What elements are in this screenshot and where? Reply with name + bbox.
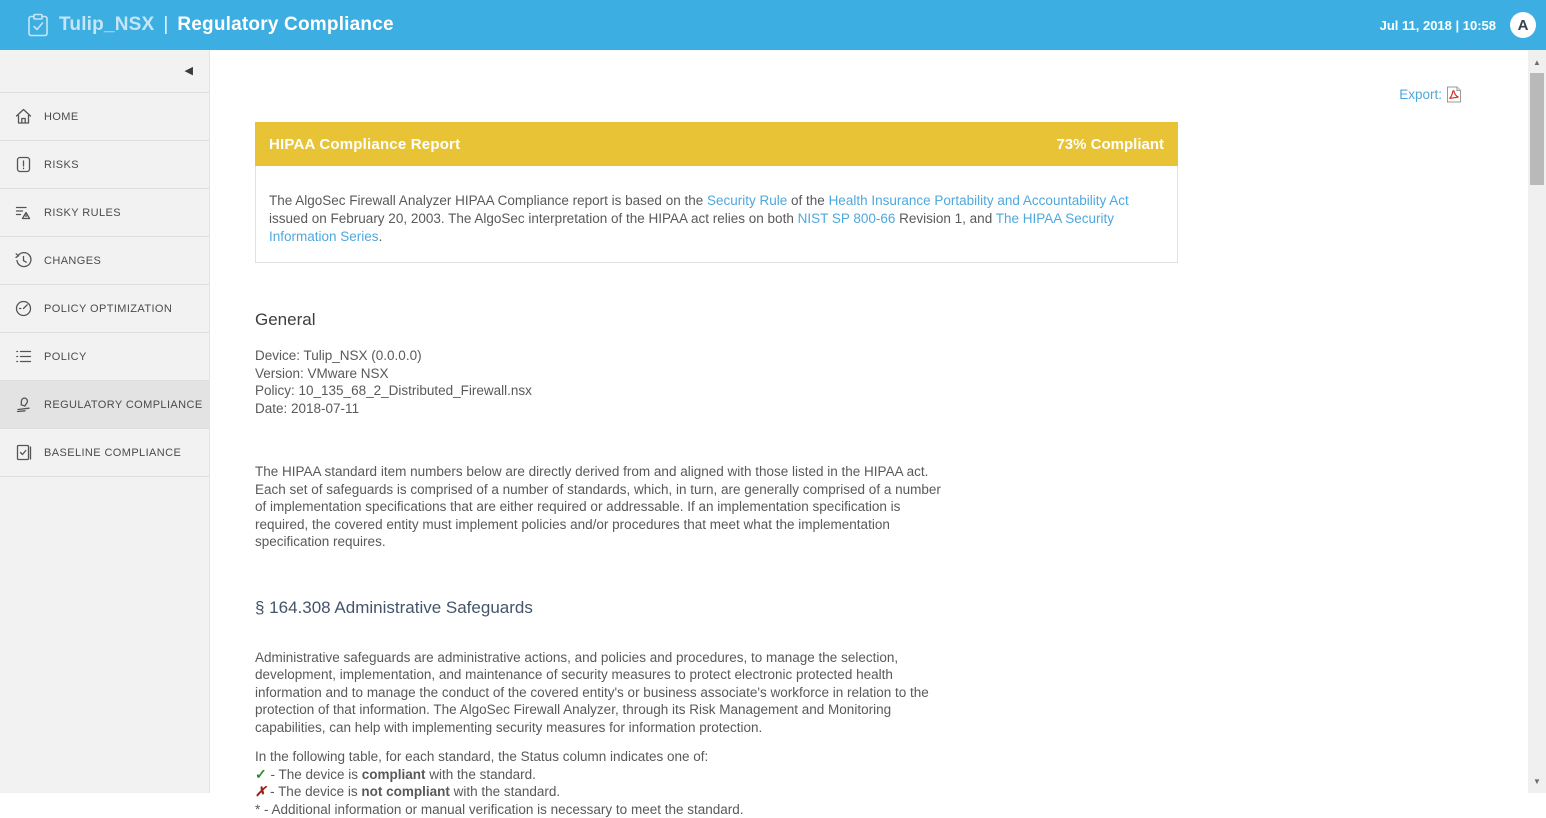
sidebar-item-label: CHANGES (44, 255, 101, 267)
datetime-label: Jul 11, 2018 | 10:58 (1380, 18, 1496, 33)
sidebar-collapse-button[interactable]: ◀ (185, 66, 193, 77)
device-info (255, 347, 947, 417)
legend-text: - Additional information or manual verification is necessary to meet the standard. (260, 802, 743, 817)
history-clock-icon (14, 251, 33, 270)
report-pane (211, 50, 1528, 793)
hipaa-note-line1: The HIPAA standard item numbers below are directly derived from and aligned with those listed in the HIPAA act. (255, 463, 947, 481)
sidebar-item-risks[interactable] (0, 141, 209, 189)
stamp-icon (14, 395, 33, 414)
hipaa-note-line2: Each set of safeguards is comprised of a number of standards, which, in turn, are generally comprised of a number of implementation specifications that are either required or addressable. If an implementation specification is required, the covered entity must implement policies and/or procedures that meet what the implementation specification requires. (255, 481, 947, 551)
sidebar-item-baseline-compliance[interactable] (0, 429, 209, 477)
scrollbar-thumb[interactable] (1530, 73, 1544, 185)
intro-text: The AlgoSec Firewall Analyzer HIPAA Compliance report is based on the (269, 193, 707, 208)
home-icon (14, 107, 33, 126)
report-header-bar (255, 122, 1178, 166)
list-warning-icon (14, 203, 33, 222)
hipaa-note (255, 463, 947, 551)
report-content (255, 122, 1178, 818)
top-bar (0, 0, 1546, 50)
sidebar-item-label: BASELINE COMPLIANCE (44, 447, 181, 459)
legend-bold-text: compliant (362, 767, 426, 782)
report-intro (255, 166, 1178, 263)
legend-manual-line (255, 801, 947, 818)
export-label: Export: (1399, 87, 1442, 102)
sidebar-item-label: POLICY (44, 351, 87, 363)
hipaa-act-link[interactable]: Health Insurance Portability and Accountability Act (829, 193, 1129, 208)
sidebar-item-changes[interactable] (0, 237, 209, 285)
section-body: Administrative safeguards are administrative actions, and policies and procedures, to manage the selection, development, implementation, and maintenance of security measures to protect electronic protected health information and to manage the conduct of the covered entity's or business associate's workforce in relation to the protection of that information. The AlgoSec Firewall Analyzer, through its Risk Management and Monitoring capabilities, can help with implementing security measures for information protection. (255, 649, 947, 737)
gauge-icon (14, 299, 33, 318)
sidebar-item-label: HOME (44, 111, 79, 123)
alert-shield-icon (14, 155, 33, 174)
legend-text: - The device is (267, 767, 362, 782)
version-line: Version: VMware NSX (255, 365, 947, 383)
export-link[interactable] (1399, 86, 1462, 103)
list-icon (14, 347, 33, 366)
sidebar-collapse-row (0, 50, 209, 93)
intro-text: of the (787, 193, 828, 208)
date-line: Date: 2018-07-11 (255, 400, 947, 418)
legend-noncompliant-line (255, 783, 947, 801)
sidebar-item-home[interactable] (0, 93, 209, 141)
section-heading: § 164.308 Administrative Safeguards (255, 598, 1178, 618)
algosec-logo-glyph: A (1518, 17, 1529, 34)
legend-text: with the standard. (450, 784, 560, 799)
sidebar (0, 50, 210, 793)
scroll-down-arrow[interactable]: ▼ (1528, 773, 1546, 789)
nist-link[interactable]: NIST SP 800-66 (798, 211, 896, 226)
topbar-title-group (0, 13, 1380, 37)
intro-text: . (379, 229, 383, 244)
policy-line: Policy: 10_135_68_2_Distributed_Firewall.nsx (255, 382, 947, 400)
topbar-right-group (1380, 12, 1546, 38)
sidebar-item-label: REGULATORY COMPLIANCE (44, 399, 203, 411)
vertical-scrollbar[interactable] (1528, 50, 1546, 793)
compliance-percentage: 73% Compliant (1056, 136, 1164, 153)
intro-text: Revision 1, and (895, 211, 995, 226)
sidebar-item-policy[interactable] (0, 333, 209, 381)
pdf-icon[interactable] (1446, 86, 1462, 103)
legend-text: with the standard. (426, 767, 536, 782)
legend-text: - The device is (266, 784, 361, 799)
page-title: Regulatory Compliance (177, 14, 393, 36)
scroll-up-arrow[interactable]: ▲ (1528, 54, 1546, 70)
hipaa-series-link[interactable]: The HIPAA Security Information Series (269, 211, 1114, 244)
title-separator: | (163, 14, 168, 36)
legend-intro: In the following table, for each standard, the Status column indicates one of: (255, 748, 947, 766)
security-rule-link[interactable]: Security Rule (707, 193, 787, 208)
sidebar-item-regulatory-compliance[interactable] (0, 381, 209, 429)
device-name: Tulip_NSX (59, 14, 154, 36)
sidebar-item-label: POLICY OPTIMIZATION (44, 303, 172, 315)
clipboard-check-icon (27, 13, 49, 37)
algosec-logo-button[interactable] (1510, 12, 1536, 38)
sidebar-item-label: RISKS (44, 159, 79, 171)
sidebar-item-label: RISKY RULES (44, 207, 121, 219)
check-icon: ✓ (255, 766, 267, 782)
report-title: HIPAA Compliance Report (269, 136, 460, 153)
book-check-icon (14, 443, 33, 462)
legend-bold-text: not compliant (361, 784, 450, 799)
sidebar-item-risky-rules[interactable] (0, 189, 209, 237)
status-legend (255, 748, 947, 818)
device-line: Device: Tulip_NSX (0.0.0.0) (255, 347, 947, 365)
asterisk-icon: * (255, 802, 260, 817)
general-heading: General (255, 310, 1178, 330)
x-icon: ✗ (255, 784, 266, 799)
sidebar-item-policy-optimization[interactable] (0, 285, 209, 333)
legend-compliant-line (255, 766, 947, 784)
intro-text: issued on February 20, 2003. The AlgoSec interpretation of the HIPAA act relies on both (269, 211, 798, 226)
